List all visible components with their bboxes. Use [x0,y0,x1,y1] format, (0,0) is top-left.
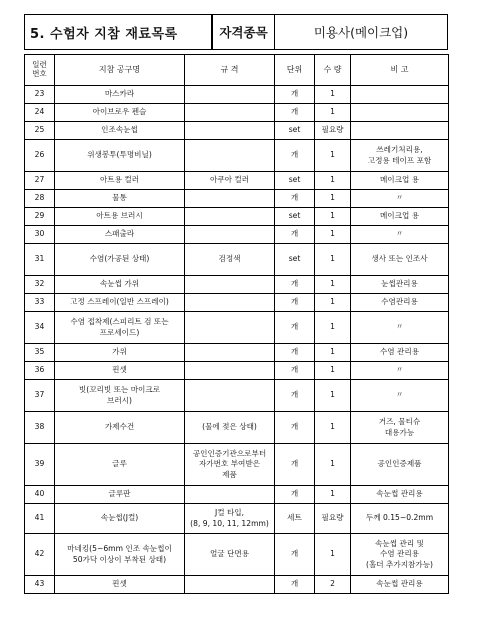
column-header-spec: 규 격 [185,55,275,86]
cell-spec [185,344,275,362]
cell-spec: 아쿠아 컬러 [185,172,275,190]
cell-number: 24 [25,104,55,122]
cell-unit: set [275,122,315,140]
cell-number: 41 [25,504,55,534]
cell-quantity: 1 [315,444,351,486]
cell-name: 속눈썹 가위 [55,276,185,294]
cell-unit: set [275,208,315,226]
table-row [25,86,449,104]
cell-name: 수염 접착제(스피리트 검 또는 프로세이드) [55,312,185,344]
cell-spec [185,294,275,312]
cell-number: 37 [25,380,55,412]
cell-quantity: 1 [315,190,351,208]
cell-name: 핀셋 [55,576,185,594]
cell-note: 쓰레기처리용, 고정용 테이프 포함 [351,140,449,172]
cell-unit: 개 [275,444,315,486]
cell-spec [185,576,275,594]
document-header [24,14,448,50]
cell-note: 두께 0.15~0.2mm [351,504,449,534]
cell-note: 수염관리용 [351,294,449,312]
cell-unit: 개 [275,104,315,122]
cell-number: 34 [25,312,55,344]
cell-name: 위생봉투(투명비닐) [55,140,185,172]
column-header-number: 일련 번호 [25,55,55,86]
cell-note: 〃 [351,380,449,412]
table-row [25,244,449,276]
cell-unit: set [275,172,315,190]
cell-unit: 개 [275,380,315,412]
cell-spec [185,104,275,122]
cell-spec [185,208,275,226]
section-title: 5. 수험자 지참 재료목록 [30,26,178,42]
cell-number: 40 [25,486,55,504]
table-row [25,380,449,412]
cell-spec [185,276,275,294]
table-row [25,312,449,344]
cell-note: 〃 [351,362,449,380]
cell-quantity: 1 [315,104,351,122]
cell-number: 36 [25,362,55,380]
column-header-note: 비 고 [351,55,449,86]
cell-note: 속눈썹 관리 및 수염 관리용 (홀더 추가지참가능) [351,534,449,576]
cell-number: 42 [25,534,55,576]
table-row [25,190,449,208]
table-row [25,576,449,594]
cell-quantity: 1 [315,380,351,412]
table-row [25,534,449,576]
cell-quantity: 2 [315,576,351,594]
cell-note [351,104,449,122]
table-row [25,122,449,140]
cell-note: 속눈썹 관리용 [351,486,449,504]
cell-spec [185,380,275,412]
cell-spec: 얼굴 단면용 [185,534,275,576]
cell-spec: (물에 젖은 상태) [185,412,275,444]
cell-note: 속눈썹 관리용 [351,576,449,594]
cell-spec [185,140,275,172]
cell-number: 38 [25,412,55,444]
cell-name: 스패출라 [55,226,185,244]
cell-name: 아트용 브러시 [55,208,185,226]
cell-name: 아이브로우 펜슬 [55,104,185,122]
cell-number: 43 [25,576,55,594]
column-header-unit: 단위 [275,55,315,86]
cell-spec: 공인인증기관으로부터 자가번호 부여받은 제품 [185,444,275,486]
certification-value: 미용사(메이크업) [313,25,409,40]
cell-spec [185,486,275,504]
cell-name: 아트용 컬러 [55,172,185,190]
table-row [25,444,449,486]
cell-quantity: 1 [315,140,351,172]
cell-unit: 개 [275,140,315,172]
table-row [25,294,449,312]
cell-name: 수염(가공된 상태) [55,244,185,276]
cell-name: 글루판 [55,486,185,504]
cell-unit: 개 [275,190,315,208]
cell-unit: 개 [275,86,315,104]
cell-unit: 개 [275,412,315,444]
cell-note [351,122,449,140]
cell-quantity: 1 [315,226,351,244]
table-row [25,362,449,380]
cell-unit: 개 [275,576,315,594]
cell-number: 26 [25,140,55,172]
cell-name: 글루 [55,444,185,486]
cell-spec [185,122,275,140]
cell-unit: 개 [275,312,315,344]
cell-quantity: 1 [315,86,351,104]
cell-number: 35 [25,344,55,362]
cell-name: 빗(꼬리빗 또는 마이크로 브러시) [55,380,185,412]
materials-table [24,54,449,594]
cell-unit: 세트 [275,504,315,534]
cell-spec [185,86,275,104]
cell-note: 메이크업 용 [351,172,449,190]
cell-number: 28 [25,190,55,208]
cell-spec [185,190,275,208]
cell-quantity: 1 [315,412,351,444]
table-row [25,226,449,244]
cell-quantity: 1 [315,534,351,576]
cell-number: 32 [25,276,55,294]
cell-note: 거즈, 물티슈 대용가능 [351,412,449,444]
column-header-quantity: 수 량 [315,55,351,86]
cell-spec [185,312,275,344]
cell-name: 인조속눈썹 [55,122,185,140]
cell-note: 〃 [351,190,449,208]
table-row [25,172,449,190]
table-row [25,140,449,172]
cell-number: 39 [25,444,55,486]
cell-spec [185,362,275,380]
certification-label: 자격종목 [211,15,275,49]
cell-number: 30 [25,226,55,244]
cell-note: 눈썹관리용 [351,276,449,294]
cell-name: 마스카라 [55,86,185,104]
table-row [25,104,449,122]
cell-quantity: 1 [315,208,351,226]
cell-note: 〃 [351,226,449,244]
cell-quantity: 1 [315,276,351,294]
column-header-name: 지참 공구명 [55,55,185,86]
cell-name: 가제수건 [55,412,185,444]
cell-unit: 개 [275,276,315,294]
cell-name: 속눈썹(J컬) [55,504,185,534]
cell-unit: set [275,244,315,276]
table-row [25,344,449,362]
cell-note: 〃 [351,312,449,344]
cell-unit: 개 [275,534,315,576]
cell-quantity: 1 [315,294,351,312]
cell-spec [185,226,275,244]
cell-spec: J컬 타입, (8, 9, 10, 11, 12mm) [185,504,275,534]
table-row [25,276,449,294]
cell-number: 29 [25,208,55,226]
cell-note: 메이크업 용 [351,208,449,226]
table-row [25,412,449,444]
cell-name: 물통 [55,190,185,208]
cell-quantity: 1 [315,486,351,504]
table-row [25,208,449,226]
cell-quantity: 1 [315,244,351,276]
cell-note: 수염 관리용 [351,344,449,362]
cell-note: 공인인증제품 [351,444,449,486]
cell-unit: 개 [275,486,315,504]
cell-quantity: 1 [315,362,351,380]
cell-number: 23 [25,86,55,104]
cell-unit: 개 [275,294,315,312]
cell-quantity: 1 [315,312,351,344]
cell-quantity: 필요량 [315,504,351,534]
cell-quantity: 필요량 [315,122,351,140]
cell-unit: 개 [275,226,315,244]
cell-name: 가위 [55,344,185,362]
cell-name: 고정 스프레이(일반 스프레이) [55,294,185,312]
cell-number: 27 [25,172,55,190]
cell-quantity: 1 [315,172,351,190]
table-row [25,504,449,534]
cell-quantity: 1 [315,344,351,362]
cell-number: 31 [25,244,55,276]
cell-spec: 검정색 [185,244,275,276]
table-header-row [25,55,449,86]
cell-number: 33 [25,294,55,312]
cell-unit: 개 [275,362,315,380]
cell-name: 마네킹(5~6mm 인조 속눈썹이 50가닥 이상이 부착된 상태) [55,534,185,576]
cell-note [351,86,449,104]
table-row [25,486,449,504]
cell-name: 핀셋 [55,362,185,380]
cell-unit: 개 [275,344,315,362]
cell-note: 생사 또는 인조사 [351,244,449,276]
cell-number: 25 [25,122,55,140]
